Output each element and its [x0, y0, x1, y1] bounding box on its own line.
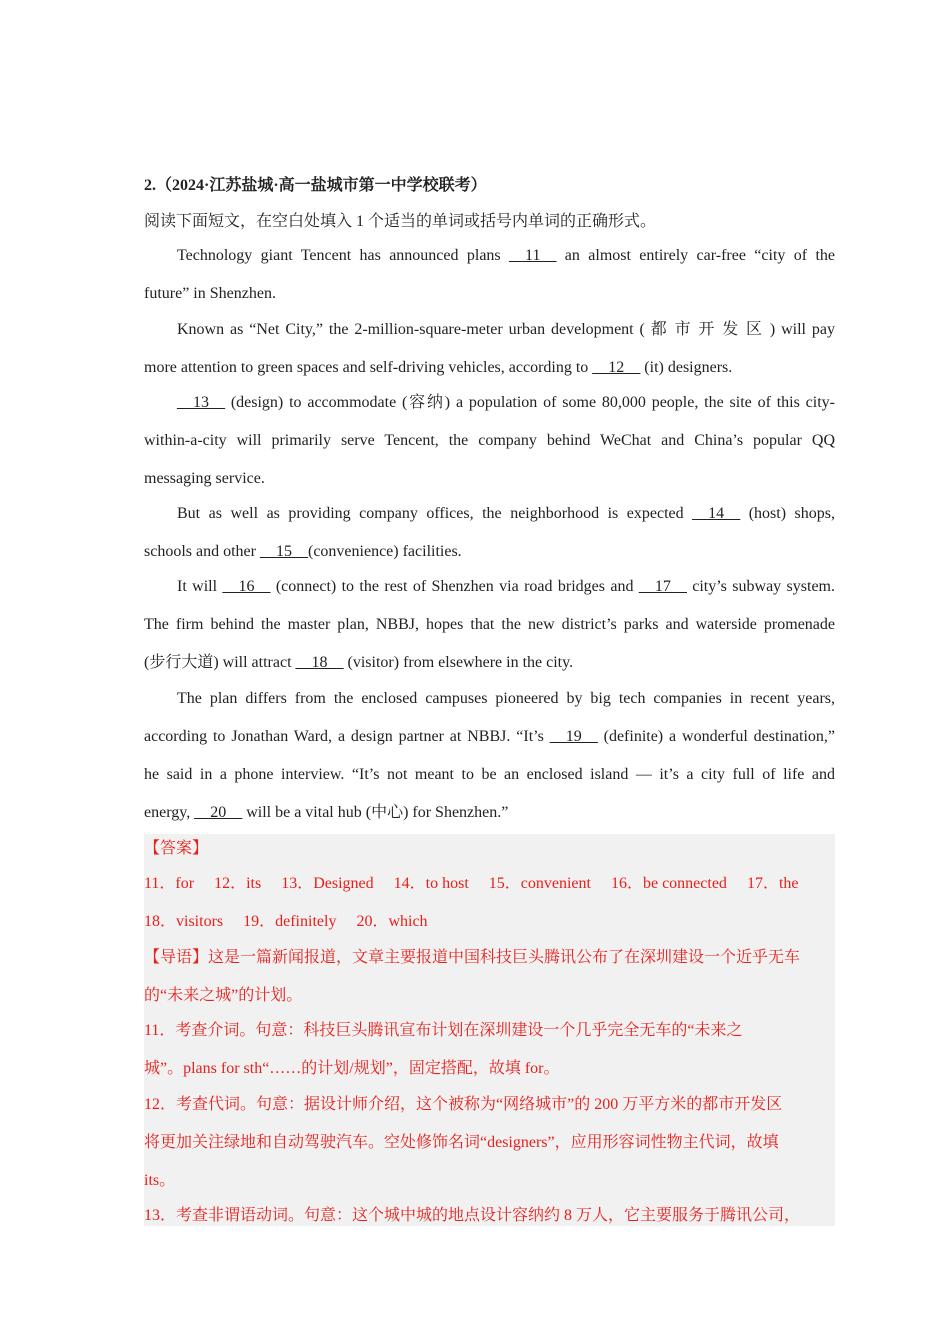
explanation-12: 12．考查代词。句意：据设计师介绍，这个被称为“网络城市”的 200 万平方米的都市开发区 — [144, 1096, 783, 1113]
answer-label: 【答案】 — [144, 840, 209, 857]
explanation-11: 11．考查介词。句意：科技巨头腾讯宣布计划在深圳建设一个几乎完全无车的“未来之 — [144, 1022, 743, 1039]
guide-line: 【导语】这是一篇新闻报道，文章主要报道中国科技巨头腾讯公布了在深圳建设一个近乎无车 — [144, 949, 801, 966]
answer-item: 18．visitors — [144, 913, 224, 930]
explanation-13: 13．考查非谓语动词。句意：这个城中城的地点设计容纳约 8 万人，它主要服务于腾讯公司， — [144, 1207, 801, 1224]
explanation-11: 城”。plans for sth“……的计划/规划”，固定搭配，故填 for。 — [144, 1060, 560, 1077]
answer-item: 20．which — [356, 913, 428, 930]
answer-item: 15．convenient — [488, 875, 591, 892]
passage-line: The firm behind the master plan, NBBJ, hopes that the new district’s parks and waterside promenade — [144, 616, 835, 633]
passage-line: (步行大道) will attract __18__ (visitor) from elsewhere in the city. — [144, 654, 574, 671]
guide-line: 的“未来之城”的计划。 — [144, 987, 303, 1004]
passage-line: schools and other __15__(convenience) facilities. — [144, 543, 462, 560]
answer-row — [144, 874, 835, 894]
answer-item: 19．definitely — [243, 913, 337, 930]
answer-item: 13．Designed — [281, 875, 374, 892]
blank-19[interactable]: __19__ — [549, 728, 598, 745]
blank-15[interactable]: __15__ — [259, 543, 308, 560]
blank-14[interactable]: __14__ — [692, 505, 741, 522]
question-header: 2.（2024·江苏盐城·高一盐城市第一中学校联考） — [144, 177, 487, 194]
passage-line: messaging service. — [144, 470, 265, 487]
passage-line: according to Jonathan Ward, a design partner at NBBJ. “It’s __19__ (definite) a wonderful destination,” — [144, 728, 835, 745]
explanation-12: its。 — [144, 1172, 176, 1189]
passage-line: he said in a phone interview. “It’s not meant to be an enclosed island — it’s a city full of life and — [144, 766, 835, 783]
passage-line: Known as “Net City,” the 2-million-square-meter urban development ( 都 市 开 发 区 ) will pay — [177, 321, 835, 338]
passage-line: future” in Shenzhen. — [144, 285, 276, 302]
answer-item: 12．its — [214, 875, 262, 892]
passage-line: within-a-city will primarily serve Tencent, the company behind WeChat and China’s popular QQ — [144, 432, 835, 449]
blank-17[interactable]: __17__ — [638, 578, 687, 595]
passage-line: energy, __20__ will be a vital hub (中心) for Shenzhen.” — [144, 804, 509, 821]
passage-line: The plan differs from the enclosed campuses pioneered by big tech companies in recent years, — [177, 690, 835, 707]
blank-11[interactable]: __11__ — [509, 247, 557, 264]
passage-line: more attention to green spaces and self-driving vehicles, according to __12__ (it) designers. — [144, 359, 733, 376]
passage-line: But as well as providing company offices, the neighborhood is expected __14__ (host) shops, — [177, 505, 836, 522]
guide-label: 【导语】 — [144, 949, 209, 966]
question-instruction: 阅读下面短文，在空白处填入 1 个适当的单词或括号内单词的正确形式。 — [144, 213, 657, 230]
passage-line: __13__ (design) to accommodate (容纳) a population of some 80,000 people, the site of this city- — [177, 394, 835, 411]
answer-item: 16．be connected — [610, 875, 727, 892]
answer-item: 17．the — [746, 875, 799, 892]
passage-line: It will __16__ (connect) to the rest of Shenzhen via road bridges and __17__ city’s subway system. — [177, 578, 835, 595]
blank-20[interactable]: __20__ — [194, 804, 243, 821]
blank-16[interactable]: __16__ — [222, 578, 271, 595]
blank-12[interactable]: __12__ — [592, 359, 641, 376]
answer-row — [144, 912, 835, 932]
blank-13[interactable]: __13__ — [177, 394, 225, 411]
answer-item: 11．for — [144, 875, 195, 892]
passage-line: Technology giant Tencent has announced plans __11__ an almost entirely car-free “city of the — [177, 247, 836, 264]
explanation-12: 将更加关注绿地和自动驾驶汽车。空处修饰名词“designers”，应用形容词性物主代词，故填 — [144, 1134, 779, 1151]
blank-18[interactable]: __18__ — [295, 654, 344, 671]
answer-item: 14．to host — [393, 875, 469, 892]
